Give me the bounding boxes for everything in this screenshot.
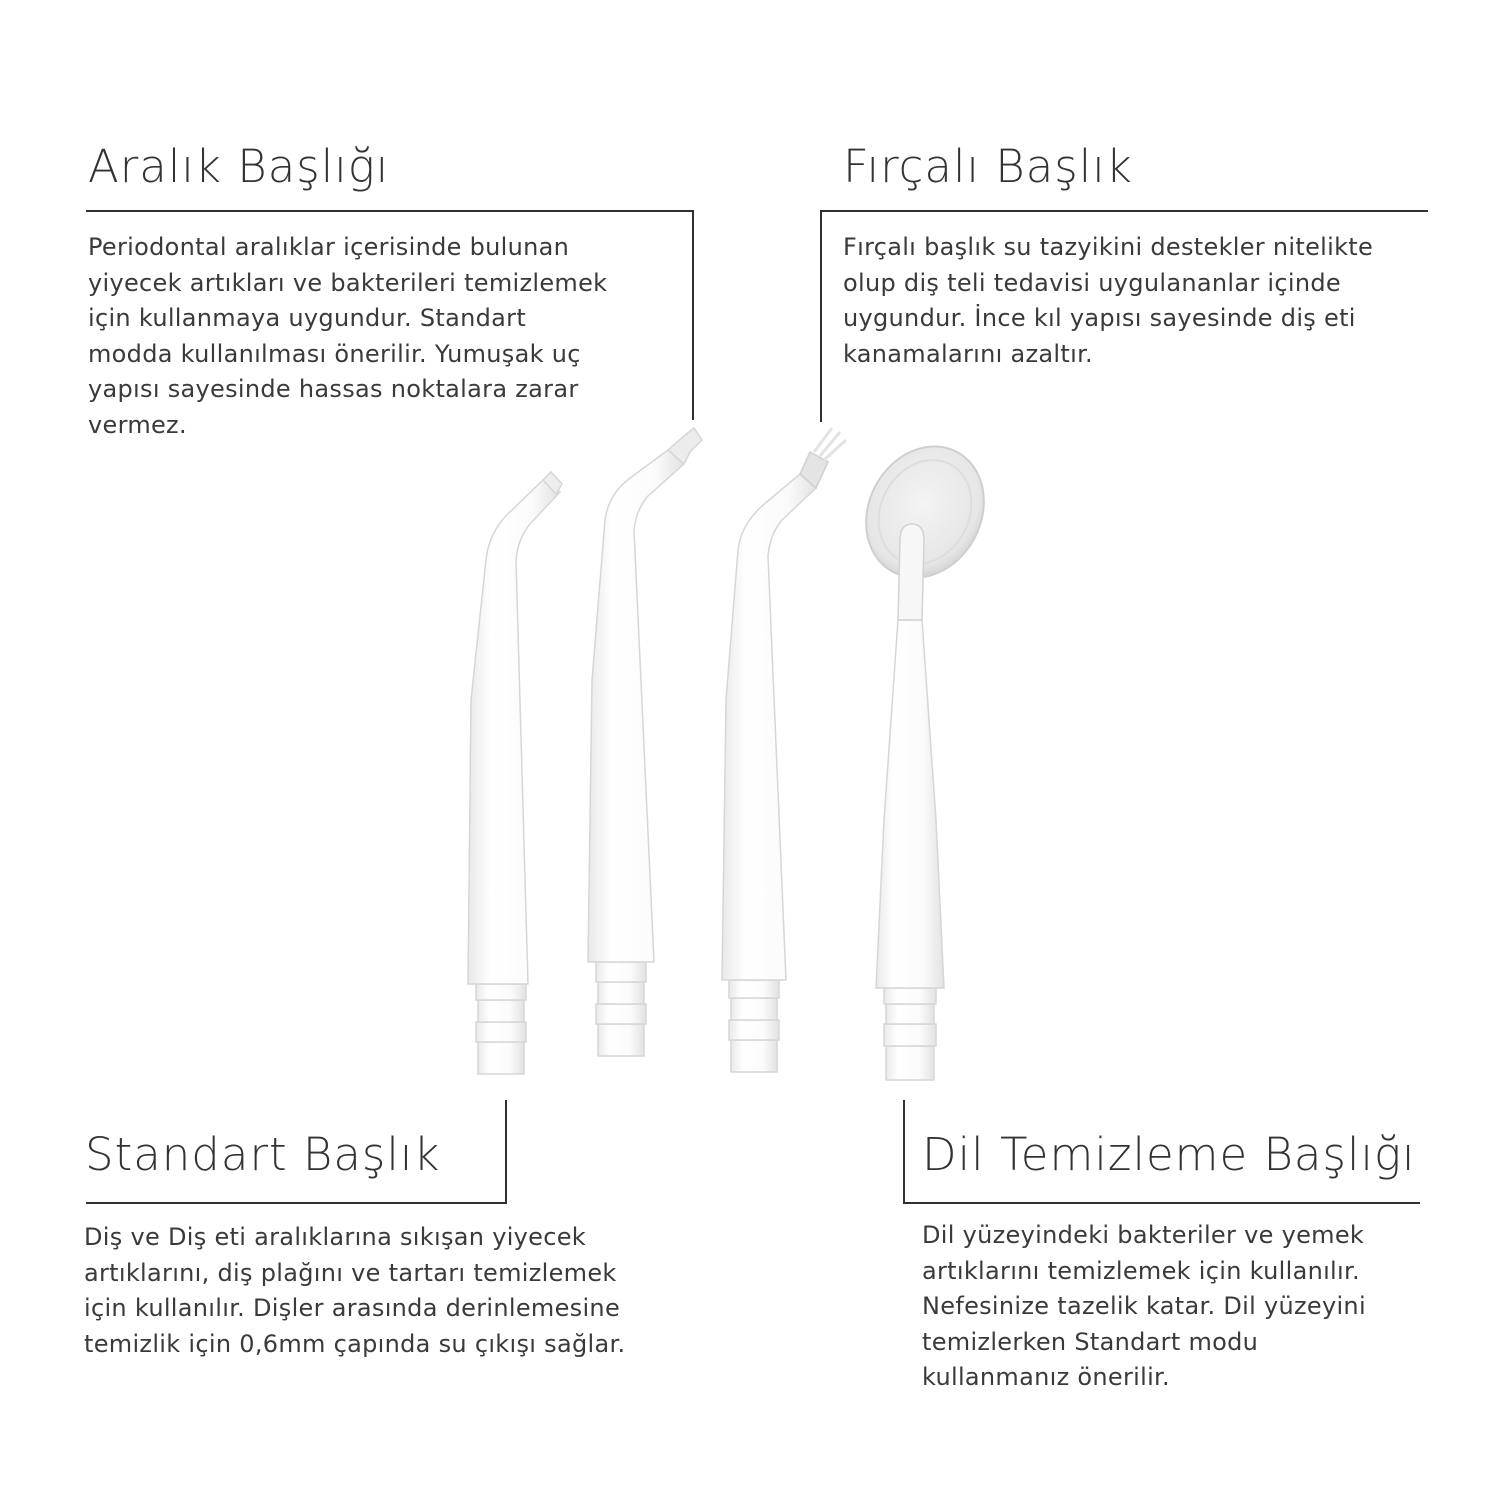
desc-line: kanamalarını azaltır. — [843, 339, 1093, 368]
standard-tip-icon — [468, 472, 562, 1074]
desc-line: yiyecek artıkları ve bakterileri temizlemek — [88, 268, 608, 297]
title-standart-baslik: Standart Başlık — [85, 1128, 441, 1181]
desc-line: yapısı sayesinde hassas noktalara zarar — [88, 375, 579, 403]
desc-standart-baslik — [84, 1220, 625, 1362]
tongue-cleaner-tip-icon — [844, 426, 1007, 1080]
desc-line: temizlerken Standart modu — [922, 1327, 1259, 1356]
desc-line: Nefesinize tazelik katar. Dil yüzeyini — [922, 1292, 1366, 1320]
divider-standart — [86, 1202, 507, 1204]
desc-line: Periodontal aralıklar içerisinde bulunan — [88, 233, 570, 261]
divider-aralik — [86, 210, 694, 212]
brush-tip-icon — [722, 428, 846, 1072]
desc-fircali-baslik — [843, 230, 1373, 372]
connector-fircali — [820, 210, 822, 422]
connector-aralik — [692, 210, 694, 420]
nozzle-tips-image — [430, 400, 1030, 1120]
desc-line: artıklarını, diş plağını ve tartarı temizlemek — [84, 1258, 617, 1287]
desc-line: Diş ve Diş eti aralıklarına sıkışan yiyecek — [84, 1223, 586, 1251]
divider-fircali — [820, 210, 1428, 212]
divider-dil — [903, 1202, 1420, 1204]
desc-dil-temizleme-basligi — [922, 1218, 1366, 1396]
desc-line: modda kullanılması önerilir. Yumuşak uç — [88, 339, 581, 368]
desc-line: için kullanılır. Dişler arasında derinlemesine — [84, 1294, 621, 1322]
interdental-tip-icon — [588, 428, 702, 1056]
desc-line: vermez. — [88, 410, 187, 439]
title-fircali-baslik: Fırçalı Başlık — [843, 140, 1133, 193]
desc-line: Fırçalı başlık su tazyikini destekler nitelikte — [843, 233, 1374, 261]
desc-line: temizlik için 0,6mm çapında su çıkışı sağlar. — [84, 1329, 626, 1358]
desc-line: artıklarını temizlemek için kullanılır. — [922, 1256, 1360, 1285]
desc-line: uygundur. İnce kıl yapısı sayesinde diş eti — [843, 304, 1356, 332]
desc-line: olup diş teli tedavisi uygulananlar içinde — [843, 268, 1341, 297]
desc-line: kullanmanız önerilir. — [922, 1363, 1170, 1391]
desc-line: Dil yüzeyindeki bakteriler ve yemek — [922, 1221, 1365, 1249]
title-aralik-basligi: Aralık Başlığı — [88, 140, 390, 193]
connector-standart — [505, 1100, 507, 1204]
title-dil-temizleme-basligi: Dil Temizleme Başlığı — [922, 1128, 1416, 1181]
desc-line: için kullanmaya uygundur. Standart — [88, 304, 527, 332]
connector-dil — [903, 1100, 905, 1204]
